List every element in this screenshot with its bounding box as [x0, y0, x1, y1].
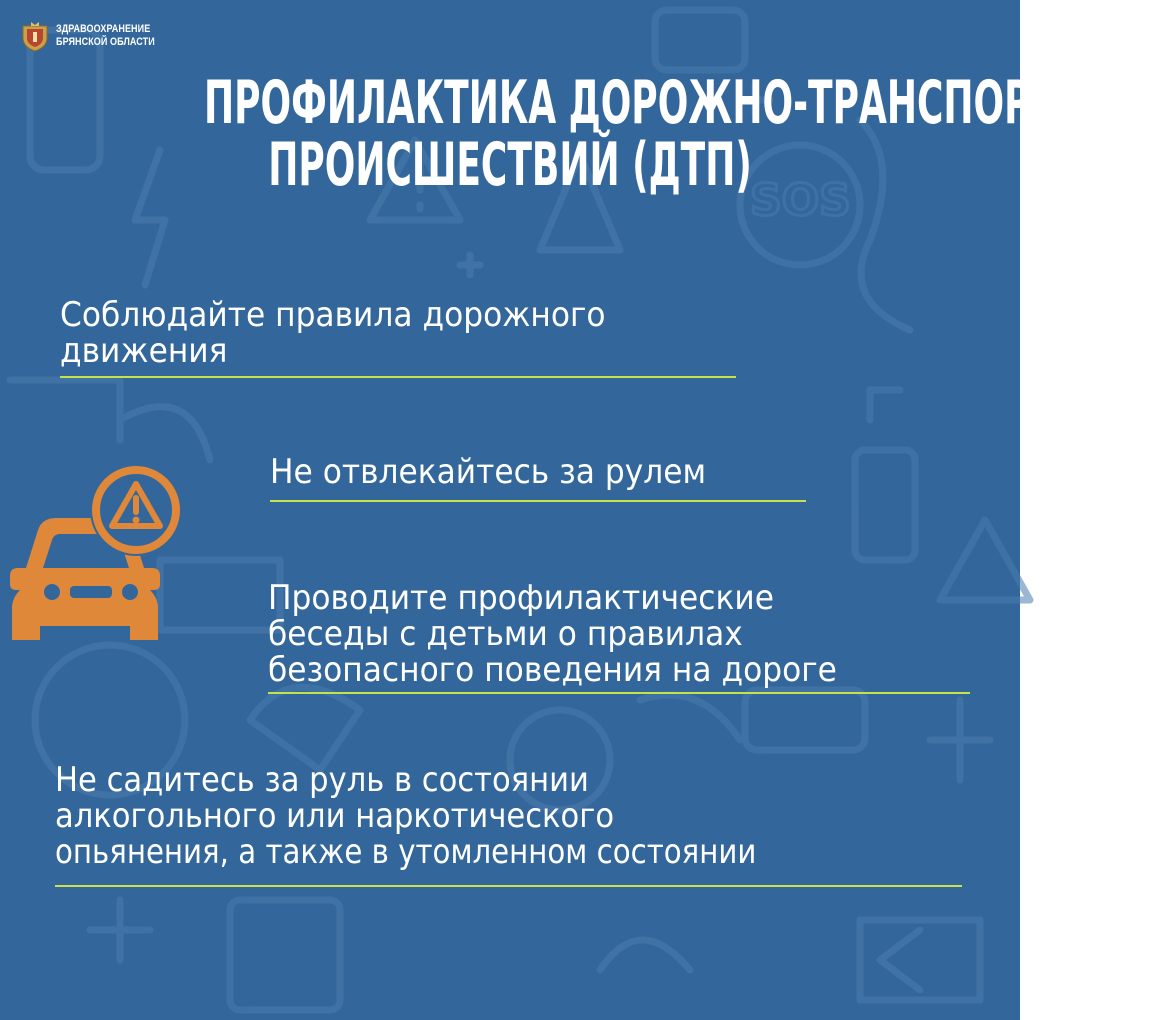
logo-line-2: БРЯНСКОЙ ОБЛАСТИ [56, 36, 155, 48]
tip-4-line-2: алкогольного или наркотического [55, 796, 615, 836]
tip-3-underline [268, 692, 970, 694]
title-line-2: ПРОИСШЕСТВИЙ (ДТП) [268, 130, 752, 200]
tip-2-line-1: Не отвлекайтесь за рулем [270, 452, 707, 492]
tip-1-line-1: Соблюдайте правила дорожного [60, 295, 606, 335]
tip-1-line-2: движения [60, 331, 228, 371]
tip-traffic-rules [60, 297, 653, 369]
svg-text:SOS: SOS [750, 175, 851, 226]
organization-logo [20, 20, 176, 52]
tip-4-underline [55, 885, 962, 887]
coat-of-arms-icon [20, 20, 50, 52]
tip-1-underline [60, 376, 736, 378]
tip-4-line-3: опьянения, а также в утомленном состоянии [55, 832, 757, 872]
tip-3-line-1: Проводите профилактические [268, 578, 774, 618]
tip-2-underline [270, 500, 806, 502]
tip-3-line-3: безопасного поведения на дороге [268, 650, 837, 690]
tip-no-impaired-driving [55, 762, 871, 870]
car-warning-icon [18, 458, 193, 636]
tip-talk-to-children [268, 580, 886, 688]
title-line-1: ПРОФИЛАКТИКА ДОРОЖНО-ТРАНСПОРТНЫХ [204, 68, 1150, 138]
tip-4-line-1: Не садитесь за руль в состоянии [55, 760, 589, 800]
tip-no-distraction [270, 454, 744, 490]
tip-3-line-2: беседы с детьми о правилах [268, 614, 743, 654]
logo-line-1: ЗДРАВООХРАНЕНИЕ [56, 23, 151, 35]
page-title [0, 68, 1150, 200]
